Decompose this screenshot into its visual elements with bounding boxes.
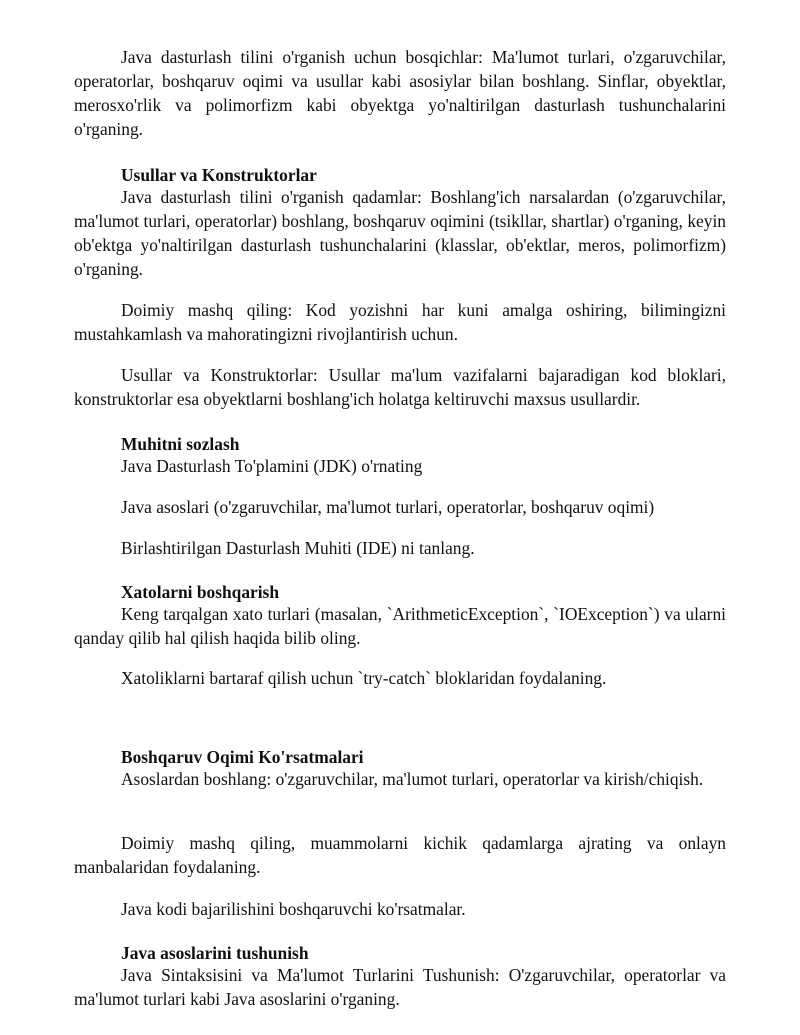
text-line: Java kodi bajarilishini boshqaruvchi ko'rsatmalar. <box>121 899 466 919</box>
paragraph: Keng tarqalgan xato turlari (masalan, `ArithmeticException`, `IOException`) va ularni qanday qilib hal qilish haqida bilib oling. <box>74 604 726 648</box>
paragraph: Java dasturlash tilini o'rganish qadamlar: Boshlang'ich narsalardan (o'zgaruvchilar, ma'lumot turlari, operatorlar) boshlang, boshqaruv oqimini (tsikllar, shartlar) o'rganing, keyin ob'ektga yo'naltirilgan dasturlash tushunchalarini (klasslar, ob'ektlar, meros, polimorfizm) o'rganing. <box>74 187 726 279</box>
paragraph: Doimiy mashq qiling, muammolarni kichik qadamlarga ajrating va onlayn manbalaridan foydalaning. <box>74 833 726 877</box>
text-line: Xatoliklarni bartaraf qilish uchun `try-catch` bloklaridan foydalaning. <box>121 668 607 688</box>
text-line: Java asoslari (o'zgaruvchilar, ma'lumot turlari, operatorlar, boshqaruv oqimi) <box>121 497 655 517</box>
section-heading: Xatolarni boshqarish <box>121 582 280 602</box>
section-heading: Usullar va Konstruktorlar <box>121 165 317 185</box>
text-line: Birlashtirilgan Dasturlash Muhiti (IDE) ni tanlang. <box>121 538 475 558</box>
paragraph: Java Sintaksisini va Ma'lumot Turlarini Tushunish: O'zgaruvchilar, operatorlar va ma'lumot turlari kabi Java asoslarini o'rganing. <box>74 965 726 1009</box>
section-heading: Muhitni sozlash <box>121 434 240 454</box>
paragraph: Usullar va Konstruktorlar: Usullar ma'lum vazifalarni bajaradigan kod bloklari, konstruktorlar esa obyektlarni boshlang'ich holatga keltiruvchi maxsus usullardir. <box>74 365 726 409</box>
section-heading: Java asoslarini tushunish <box>121 943 309 963</box>
paragraph: Asoslardan boshlang: o'zgaruvchilar, ma'lumot turlari, operatorlar va kirish/chiqish. <box>121 769 704 789</box>
paragraph: Doimiy mashq qiling: Kod yozishni har kuni amalga oshiring, bilimingizni mustahkamlash va mahoratingizni rivojlantirish uchun. <box>74 300 726 344</box>
text-line: Java Dasturlash To'plamini (JDK) o'rnating <box>121 456 423 476</box>
intro-paragraph: Java dasturlash tilini o'rganish uchun bosqichlar: Ma'lumot turlari, o'zgaruvchilar, operatorlar, boshqaruv oqimi va usullar kabi asosiylar bilan boshlang. Sinflar, obyektlar, merosxo'rlik va polimorfizm kabi obyektga yo'naltirilgan dasturlash tushunchalarini o'rganing. <box>74 47 726 139</box>
section-heading: Boshqaruv Oqimi Ko'rsatmalari <box>121 747 364 767</box>
